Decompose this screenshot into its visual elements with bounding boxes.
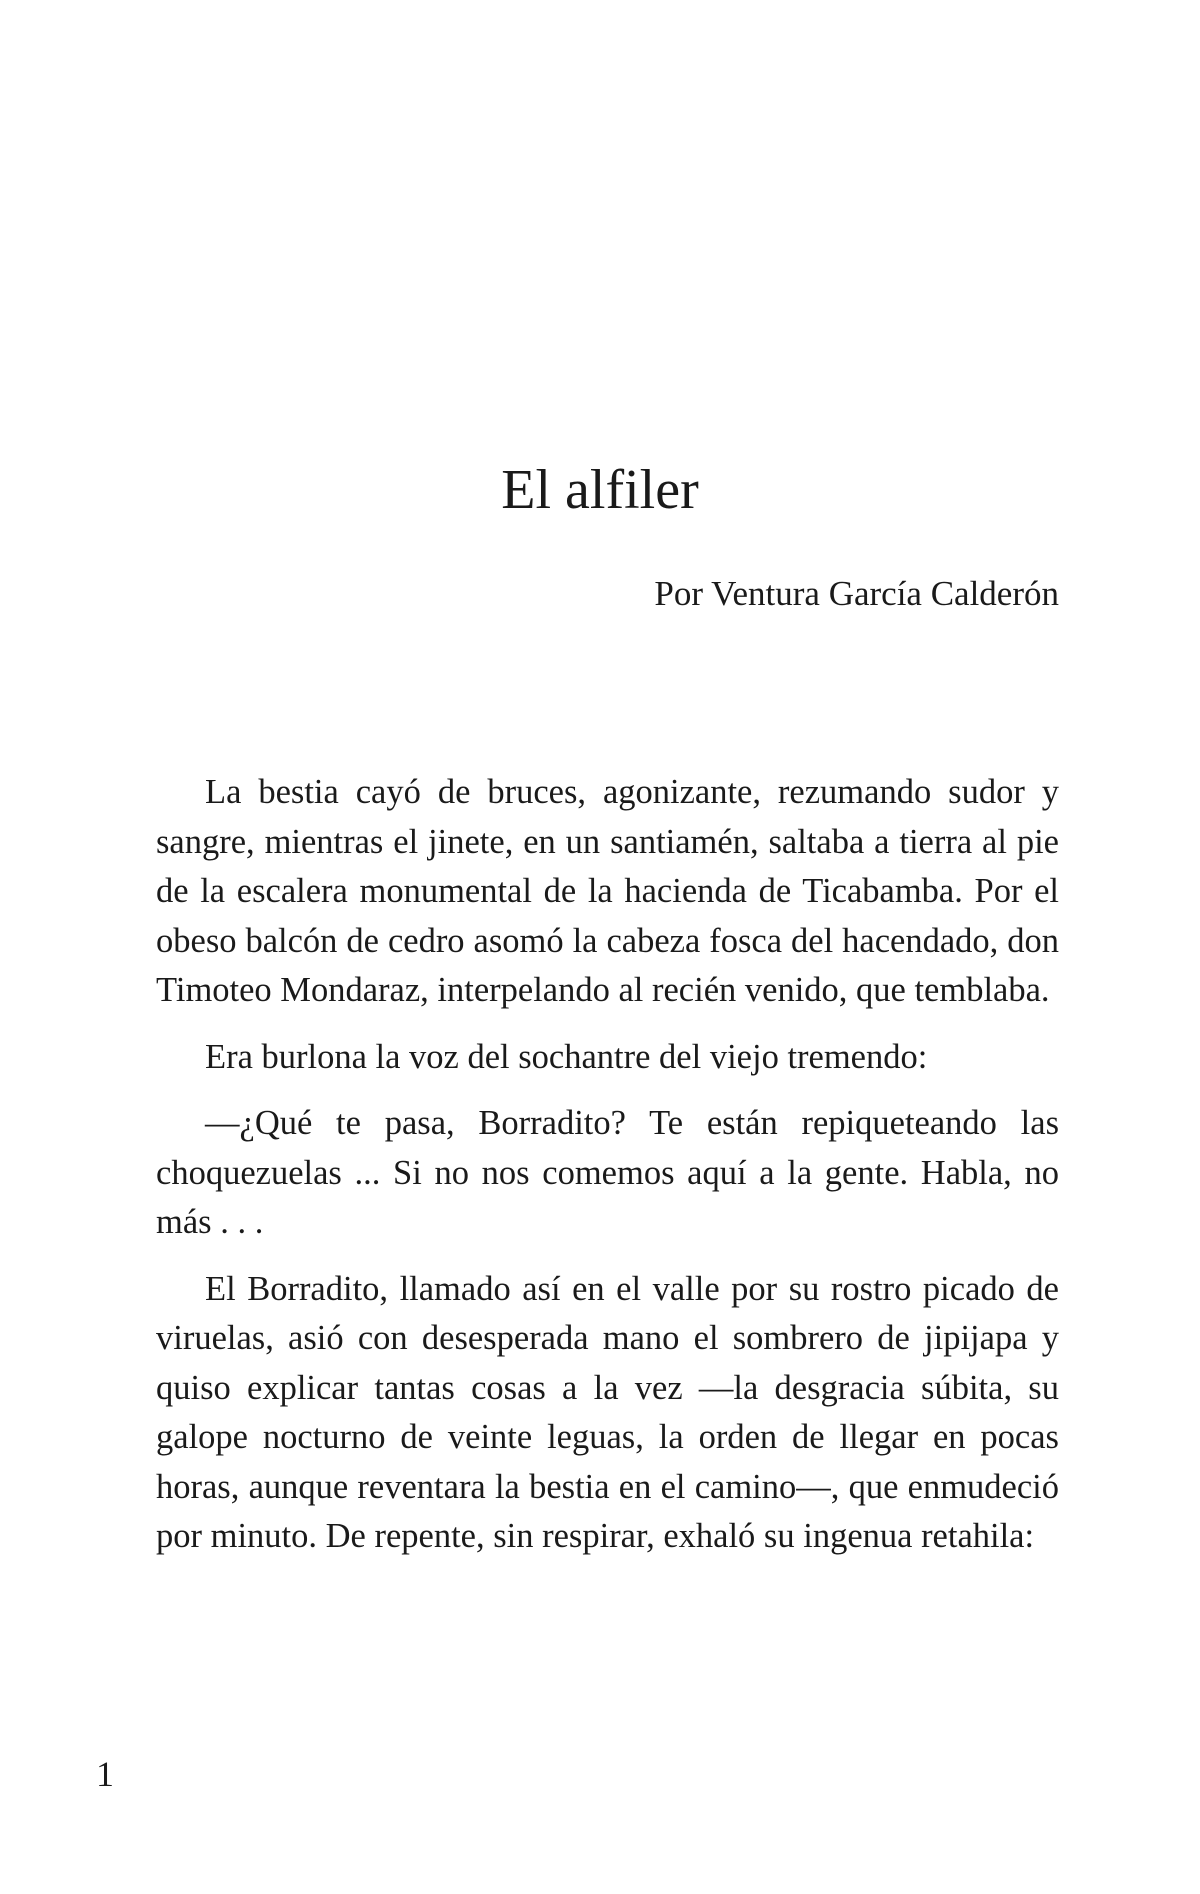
page-number: 1 bbox=[96, 1754, 114, 1794]
paragraph: La bestia cayó de bruces, agonizante, rezumando sudor y sangre, mientras el jinete, en un santiamén, saltaba a tierra al pie de la escalera monumental de la hacienda de Ticabamba. Por el obeso balcón de cedro asomó la cabeza fosca del hacendado, don Timoteo Mondaraz, interpelando al recién venido, que temblaba. bbox=[156, 773, 1059, 1009]
body-text bbox=[156, 768, 1059, 1579]
author-byline: Por Ventura García Calderón bbox=[654, 574, 1059, 613]
paragraph: El Borradito, llamado así en el valle por su rostro picado de viruelas, asió con desesperada mano el sombrero de jipijapa y quiso explicar tantas cosas a la vez —la desgracia súbita, su galope nocturno de veinte leguas, la orden de llegar en pocas horas, aunque reventara la bestia en el camino—, que enmudeció por minuto. De repente, sin respirar, exhaló su ingenua retahila: bbox=[156, 1269, 1059, 1555]
document-title: El alfiler bbox=[501, 459, 699, 521]
paragraph: Era burlona la voz del sochantre del viejo tremendo: bbox=[205, 1037, 928, 1076]
paragraph: —¿Qué te pasa, Borradito? Te están repiqueteando las choquezuelas ... Si no nos comemos aquí a la gente. Habla, no más . . . bbox=[156, 1104, 1059, 1241]
